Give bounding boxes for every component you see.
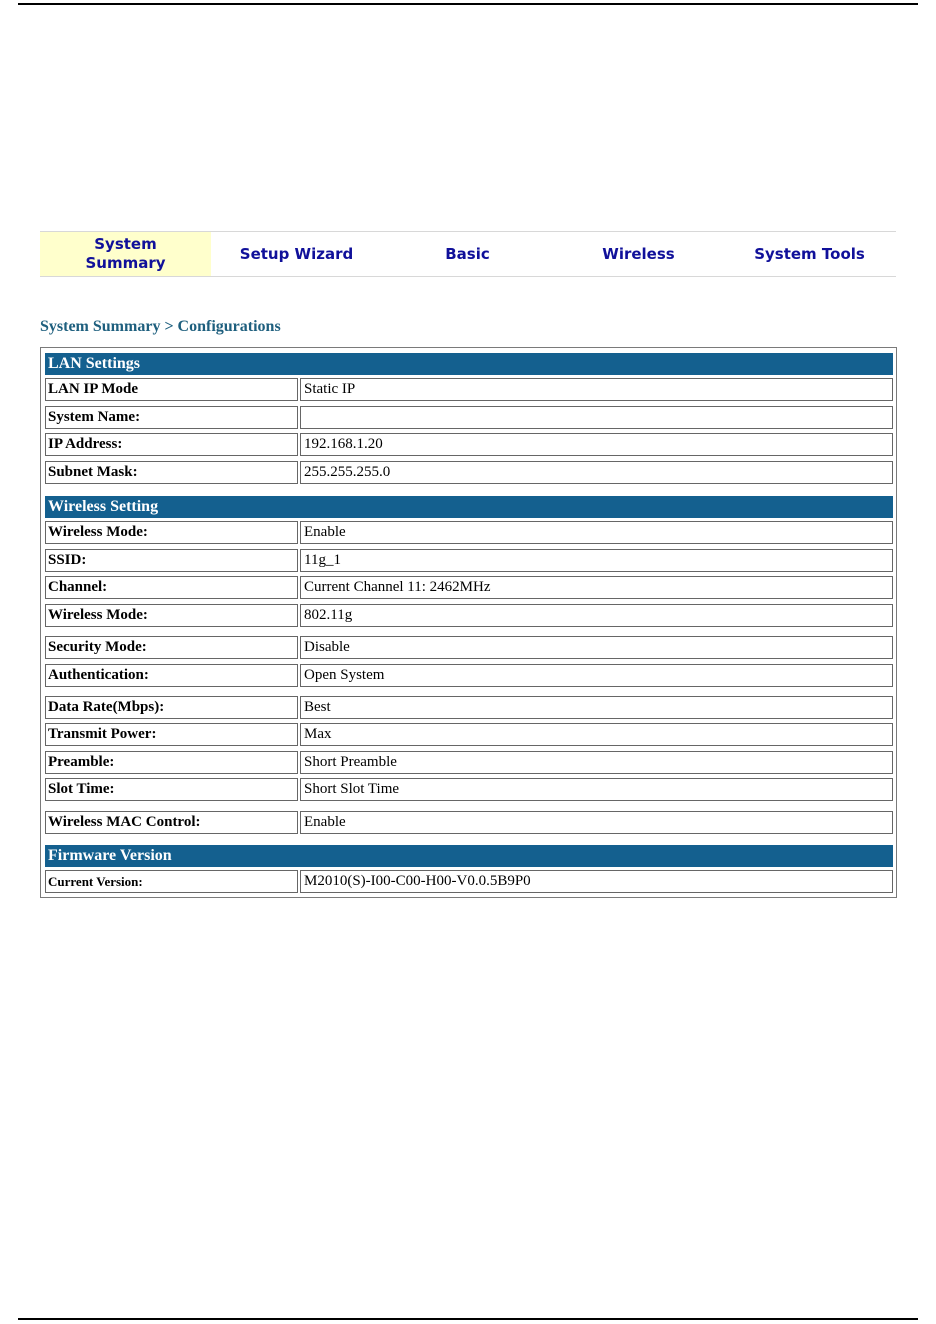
row-label: Channel: <box>45 576 298 599</box>
row-value <box>300 406 893 429</box>
row-value: 192.168.1.20 <box>300 433 893 456</box>
row-value: Short Preamble <box>300 751 893 774</box>
row-ssid <box>45 549 893 572</box>
row-preamble <box>45 751 893 774</box>
row-label: LAN IP Mode <box>45 378 298 401</box>
row-label: Wireless MAC Control: <box>45 811 298 834</box>
row-value: Open System <box>300 664 893 687</box>
page-top-rule <box>18 3 918 5</box>
row-label: Current Version: <box>45 870 298 893</box>
row-wireless-mode <box>45 521 893 544</box>
row-label: System Name: <box>45 406 298 429</box>
row-subnet-mask <box>45 461 893 484</box>
row-ip-address <box>45 433 893 456</box>
page-bottom-rule <box>18 1318 918 1320</box>
top-nav-bar <box>40 231 896 277</box>
row-value: Short Slot Time <box>300 778 893 801</box>
nav-tab-label-line1: System <box>94 235 157 253</box>
row-wireless-mode-standard <box>45 604 893 627</box>
row-channel <box>45 576 893 599</box>
row-data-rate <box>45 696 893 719</box>
row-value: Current Channel 11: 2462MHz <box>300 576 893 599</box>
row-label: Data Rate(Mbps): <box>45 696 298 719</box>
row-value: M2010(S)-I00-C00-H00-V0.0.5B9P0 <box>300 870 893 893</box>
row-value: 11g_1 <box>300 549 893 572</box>
row-value: Enable <box>300 521 893 544</box>
row-label: Slot Time: <box>45 778 298 801</box>
nav-tab-setup-wizard[interactable]: Setup Wizard <box>239 244 354 263</box>
nav-tab-wireless[interactable]: Wireless <box>602 244 675 263</box>
row-current-version <box>45 870 893 893</box>
row-transmit-power <box>45 723 893 746</box>
row-value: Max <box>300 723 893 746</box>
row-value: 802.11g <box>300 604 893 627</box>
row-system-name <box>45 406 893 429</box>
row-label: Subnet Mask: <box>45 461 298 484</box>
system-summary-table <box>40 347 897 898</box>
row-label: Wireless Mode: <box>45 521 298 544</box>
nav-tab-label-line2: Summary <box>85 254 166 272</box>
section-header-firmware-version: Firmware Version <box>45 845 893 867</box>
row-value: Disable <box>300 636 893 659</box>
row-value: Enable <box>300 811 893 834</box>
row-label: Preamble: <box>45 751 298 774</box>
nav-tab-basic[interactable]: Basic <box>445 244 490 263</box>
row-slot-time <box>45 778 893 801</box>
row-wireless-mac-control <box>45 811 893 834</box>
row-value: 255.255.255.0 <box>300 461 893 484</box>
row-label: Transmit Power: <box>45 723 298 746</box>
row-label: Security Mode: <box>45 636 298 659</box>
row-label: IP Address: <box>45 433 298 456</box>
section-header-wireless-setting: Wireless Setting <box>45 496 893 518</box>
row-label: SSID: <box>45 549 298 572</box>
row-authentication <box>45 664 893 687</box>
row-label: Authentication: <box>45 664 298 687</box>
breadcrumb: System Summary > Configurations <box>40 318 281 335</box>
nav-tab-system-summary[interactable] <box>40 232 211 276</box>
section-header-lan-settings: LAN Settings <box>45 353 893 375</box>
row-value: Static IP <box>300 378 893 401</box>
row-lan-ip-mode <box>45 378 893 401</box>
row-label: Wireless Mode: <box>45 604 298 627</box>
nav-tab-system-tools[interactable]: System Tools <box>754 244 865 263</box>
row-security-mode <box>45 636 893 659</box>
row-value: Best <box>300 696 893 719</box>
